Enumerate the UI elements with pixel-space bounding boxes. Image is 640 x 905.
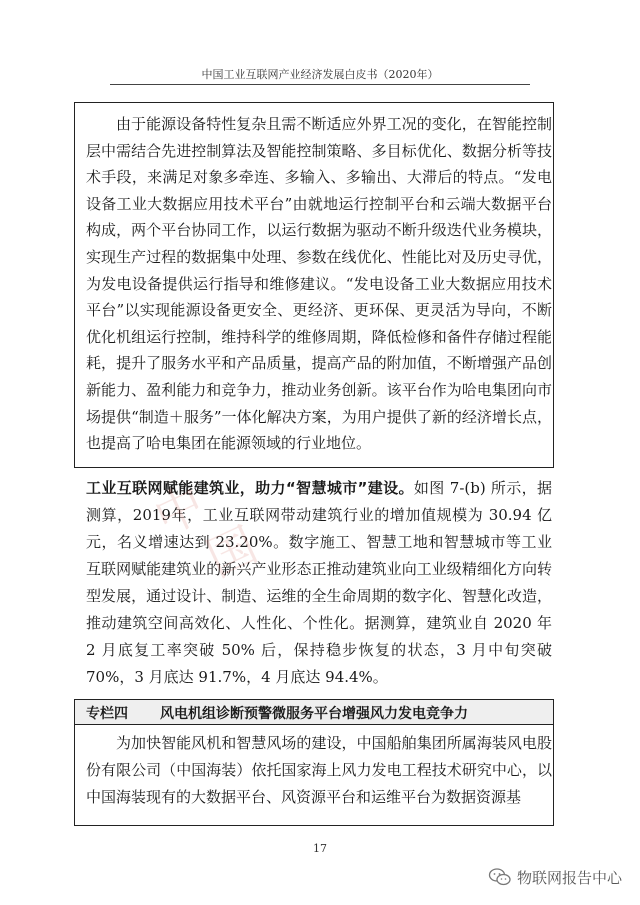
feature-box-title: 风电机组诊断预警微服务平台增强风力发电竞争力	[160, 706, 468, 722]
feature-box-text: 为加快智能风机和智慧风场的建设，中国船舶集团所属海装风电股份有限公司（中国海装）依托国家海上风力发电工程技术研究中心，以中国海装现有的大数据平台、风资源平台和运维平台为数据资源基	[86, 734, 552, 806]
body-paragraph	[86, 475, 552, 691]
page-number: 17	[313, 842, 327, 855]
wechat-icon	[489, 868, 511, 886]
svg-text:中: 中	[145, 475, 214, 547]
watermark-text: 物联网报告中心	[517, 868, 623, 887]
source-watermark	[489, 866, 622, 888]
paragraph-body: 如图 7-(b) 所示，据测算，2019年，工业互联网带动建筑行业的增加值规模为 30.94 亿元，名义增速达到 23.20%。数字施工、智慧工地和智慧城市等工业互联网赋能建筑业的新兴产业形态正推动建筑业向工业级精细化方向转型发展，通过设计、制造、运维的全生命周期的数字化、智慧化改造，推动建筑空间高效化、人性化、个性化。据测算，建筑业自 2020 年 2 月底复工率突破 50% 后，保持稳步恢复的状态，3 月中旬突破 70%，3 月底达 91.7%，4 月底达 94.4%。	[86, 479, 552, 686]
svg-text:国: 国	[198, 517, 266, 589]
header-divider	[110, 84, 530, 85]
case-box-text: 由于能源设备特性复杂且需不断适应外界工况的变化，在智能控制层中需结合先进控制算法及智能控制策略、多目标优化、数据分析等技术手段，来满足对象多牵连、多输入、多输出、大滞后的特点。“发电设备工业大数据应用技术平台”由就地运行控制平台和云端大数据平台构成，两个平台协同工作，以运行数据为驱动不断升级迭代业务模块，实现生产过程的数据集中处理、参数在线优化、性能比对及历史寻优，为发电设备提供运行指导和维修建议。“发电设备工业大数据应用技术平台”以实现能源设备更安全、更经济、更环保、更灵活为导向，不断优化机组运行控制，维持科学的维修周期，降低检修和备件存储过程能耗，提升了服务水平和产品质量，提高产品的附加值，不断增强产品创新能力、盈利能力和竞争力，推动业务创新。该平台作为哈电集团向市场提供“制造＋服务”一体化解决方案，为用户提供了新的经济增长点，也提高了哈电集团在能源领域的行业地位。	[86, 115, 552, 453]
feature-box-label: 专栏四	[86, 706, 128, 722]
running-header: 中国工业互联网产业经济发展白皮书（2020年）	[201, 68, 439, 81]
paragraph-lead: 工业互联网赋能建筑业，助力“智慧城市”建设。	[86, 479, 414, 497]
